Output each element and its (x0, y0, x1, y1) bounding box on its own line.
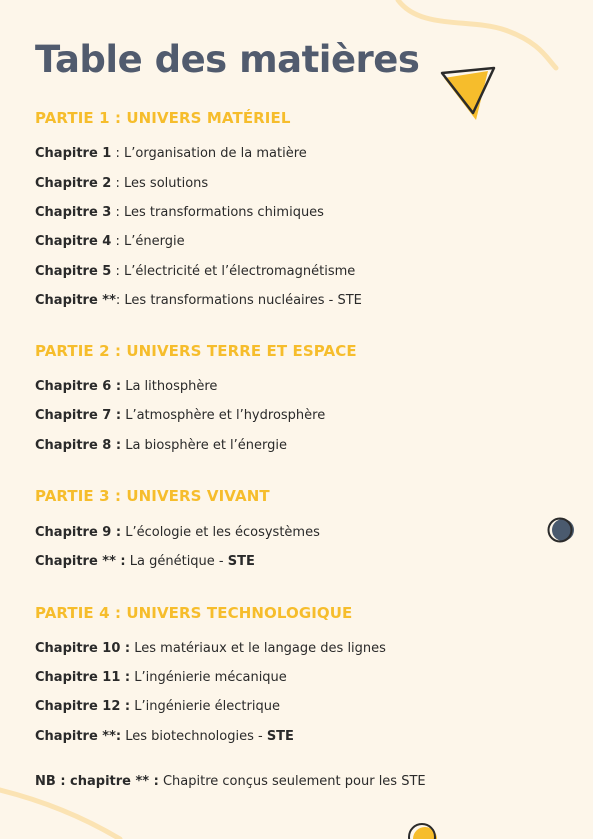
chapter-title: Les transformations nucléaires - STE (124, 293, 362, 308)
chapter-4 (35, 234, 185, 249)
half-circle-icon (409, 824, 437, 839)
moon-circle-icon (549, 519, 575, 542)
chapter-title: L’organisation de la matière (124, 146, 307, 161)
chapter-2 (35, 176, 208, 191)
chapter-3 (35, 205, 324, 220)
chapter-separator: : (111, 264, 124, 279)
chapter-label: Chapitre 12 : (35, 699, 131, 714)
chapter-6 (35, 379, 217, 394)
part-title-3: PARTIE 3 : UNIVERS VIVANT (35, 487, 270, 505)
chapter-label: Chapitre 1 (35, 146, 112, 161)
chapter-label: Chapitre 9 : (35, 525, 122, 540)
chapter-label: Chapitre 7 : (35, 408, 122, 423)
chapter-title: L’énergie (124, 234, 185, 249)
page-title: Table des matières (35, 38, 420, 81)
chapter-genetics (35, 554, 255, 569)
chapter-title: La lithosphère (125, 379, 218, 394)
chapter-title: Les matériaux et le langage des lignes (134, 641, 386, 656)
chapter-12 (35, 699, 280, 714)
chapter-5 (35, 264, 355, 279)
chapter-label: Chapitre 3 (35, 205, 112, 220)
chapter-title: Les transformations chimiques (124, 205, 324, 220)
chapter-title: L’atmosphère et l’hydrosphère (125, 408, 326, 423)
part-title-4: PARTIE 4 : UNIVERS TECHNOLOGIQUE (35, 604, 353, 622)
ste-tag: STE (266, 729, 294, 744)
chapter-9 (35, 525, 320, 540)
chapter-title: L’électricité et l’électromagnétisme (124, 264, 356, 279)
chapter-title: L’ingénierie mécanique (134, 670, 287, 685)
chapter-label: Chapitre 6 : (35, 379, 122, 394)
chapter-1 (35, 146, 307, 161)
footnote-label: NB : chapitre ** : (35, 774, 159, 789)
chapter-label: Chapitre 4 (35, 234, 112, 249)
chapter-separator: : (111, 205, 124, 220)
chapter-title: L’écologie et les écosystèmes (125, 525, 320, 540)
chapter-7 (35, 408, 325, 423)
chapter-label: Chapitre ** : (35, 554, 126, 569)
chapter-label: Chapitre 8 : (35, 438, 122, 453)
chapter-label: Chapitre 10 : (35, 641, 131, 656)
part-title-1: PARTIE 1 : UNIVERS MATÉRIEL (35, 109, 291, 127)
chapter-title: La génétique - (129, 554, 228, 569)
chapter-label: Chapitre 2 (35, 176, 112, 191)
part-title-2: PARTIE 2 : UNIVERS TERRE ET ESPACE (35, 342, 357, 360)
footnote (35, 774, 426, 789)
chapter-nuclear (35, 293, 362, 308)
chapter-10 (35, 641, 386, 656)
chapter-title: Les biotechnologies - (125, 729, 267, 744)
chapter-separator: : (111, 146, 124, 161)
chapter-title: La biosphère et l’énergie (125, 438, 288, 453)
chapter-title: Les solutions (124, 176, 209, 191)
wavy-line-bottom (0, 790, 120, 839)
chapter-11 (35, 670, 287, 685)
chapter-title: L’ingénierie électrique (134, 699, 280, 714)
wavy-line (398, 0, 556, 68)
ste-tag: STE (227, 554, 255, 569)
triangle-icon (442, 68, 494, 120)
chapter-biotech (35, 729, 294, 744)
chapter-label: Chapitre 11 : (35, 670, 131, 685)
chapter-separator: : (115, 293, 125, 308)
chapter-label: Chapitre ** (35, 293, 116, 308)
footnote-text: Chapitre conçus seulement pour les STE (158, 774, 426, 789)
chapter-label: Chapitre **: (35, 729, 122, 744)
chapter-separator: : (111, 234, 124, 249)
chapter-label: Chapitre 5 (35, 264, 112, 279)
chapter-8 (35, 438, 287, 453)
chapter-separator: : (111, 176, 124, 191)
